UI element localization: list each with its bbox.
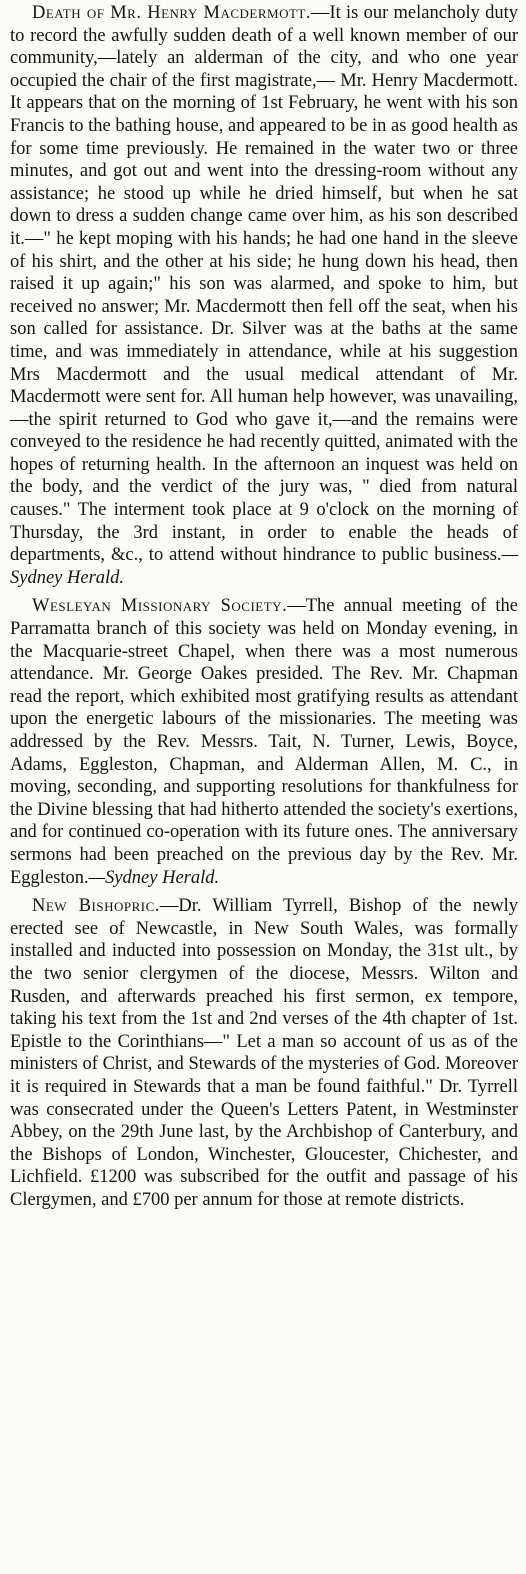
article-heading: New Bishopric. (32, 896, 160, 917)
article-new-bishopric (10, 895, 518, 1211)
article-heading: Death of Mr. Henry Macdermott. (32, 3, 311, 23)
article-macdermott-death (10, 2, 518, 589)
article-body: —The annual meeting of the Parramatta branch of this society was held on Monday evening, in the Macquarie-street Chapel, when there was a most numerous attendance. Mr. George Oakes presided. The Rev. Mr. Chapman read the report, which exhibited most gratifying results as attendant upon the energetic labours of the missionaries. The meeting was addressed by the Rev. Messrs. Tait, N. Turner, Lewis, Boyce, Adams, Eggleston, Chapman, and Alderman Allen, M. C., in moving, seconding, and supporting resolutions for thankfulness for the Divine blessing that had hitherto attended the society's exertions, and for continued co-operation with its future ones. The anniversary sermons had been preached on the previous day by the Rev. Mr. Eggleston. (10, 596, 518, 888)
article-body: —Dr. William Tyrrell, Bishop of the newly erected see of Newcastle, in New South Wales, was formally installed and inducted into possession on Monday, the 31st ult., by the two senior clergymen of the diocese, Messrs. Wilton and Rusden, and afterwards preached his first sermon, ex tempore, taking his text from the 1st and 2nd verses of the 4th chapter of 1st. Epistle to the Corinthians—" Let a man so account of us as of the ministers of Christ, and Stewards of the mysteries of God. Moreover it is required in Stewards that a man be found faithful." Dr. Tyrrell was consecrated under the Queen's Letters Patent, in Westminster Abbey, on the 29th June last, by the Archbishop of Canterbury, and the Bishops of London, Winchester, Gloucester, Chichester, and Lichfield. £1200 was subscribed for the outfit and passage of his Clergymen, and £700 per annum for those at remote districts. (10, 896, 518, 1210)
article-wesleyan-missionary-society (10, 595, 518, 889)
article-body: —It is our melancholy duty to record the awfully sudden death of a well known member of our community,—lately an alderman of the city, and who one year occupied the chair of the first magistrate,— Mr. Henry Macdermott. It appears that on the morning of 1st February, he went with his son Francis to the bathing house, and appeared to be in as good health as for some time previously. He remained in the water two or three minutes, and got out and went into the dressing-room without any assistance; he stood up while he dried himself, but when he sat down to dress a sudden change came over him, as his son described it.—" he kept moping with his hands; he had one hand in the sleeve of his shirt, and the other at his side; he hung down his head, then raised it up again;" his son was alarmed, and spoke to him, but received no answer; Mr. Macdermott then fell off the seat, when his son called for assistance. Dr. Silver was at the baths at the same time, and was immediately in attendance, while at his suggestion Mrs Macdermott and the usual medical attendant of Mr. Macdermott were sent for. All human help however, was unavailing,—the spirit returned to God who gave it,—and the remains were conveyed to the residence he had recently quitted, animated with the hopes of returning health. In the afternoon an inquest was held on the body, and the verdict of the jury was, " died from natural causes." The interment took place at 9 o'clock on the morning of Thursday, the 3rd instant, in order to enable the heads of departments, &c., to attend without hindrance to public business. (10, 3, 518, 566)
article-credit: —Sydney Herald. (10, 545, 518, 588)
article-credit: —Sydney Herald. (88, 867, 220, 888)
article-heading: Wesleyan Missionary Society. (32, 596, 288, 617)
